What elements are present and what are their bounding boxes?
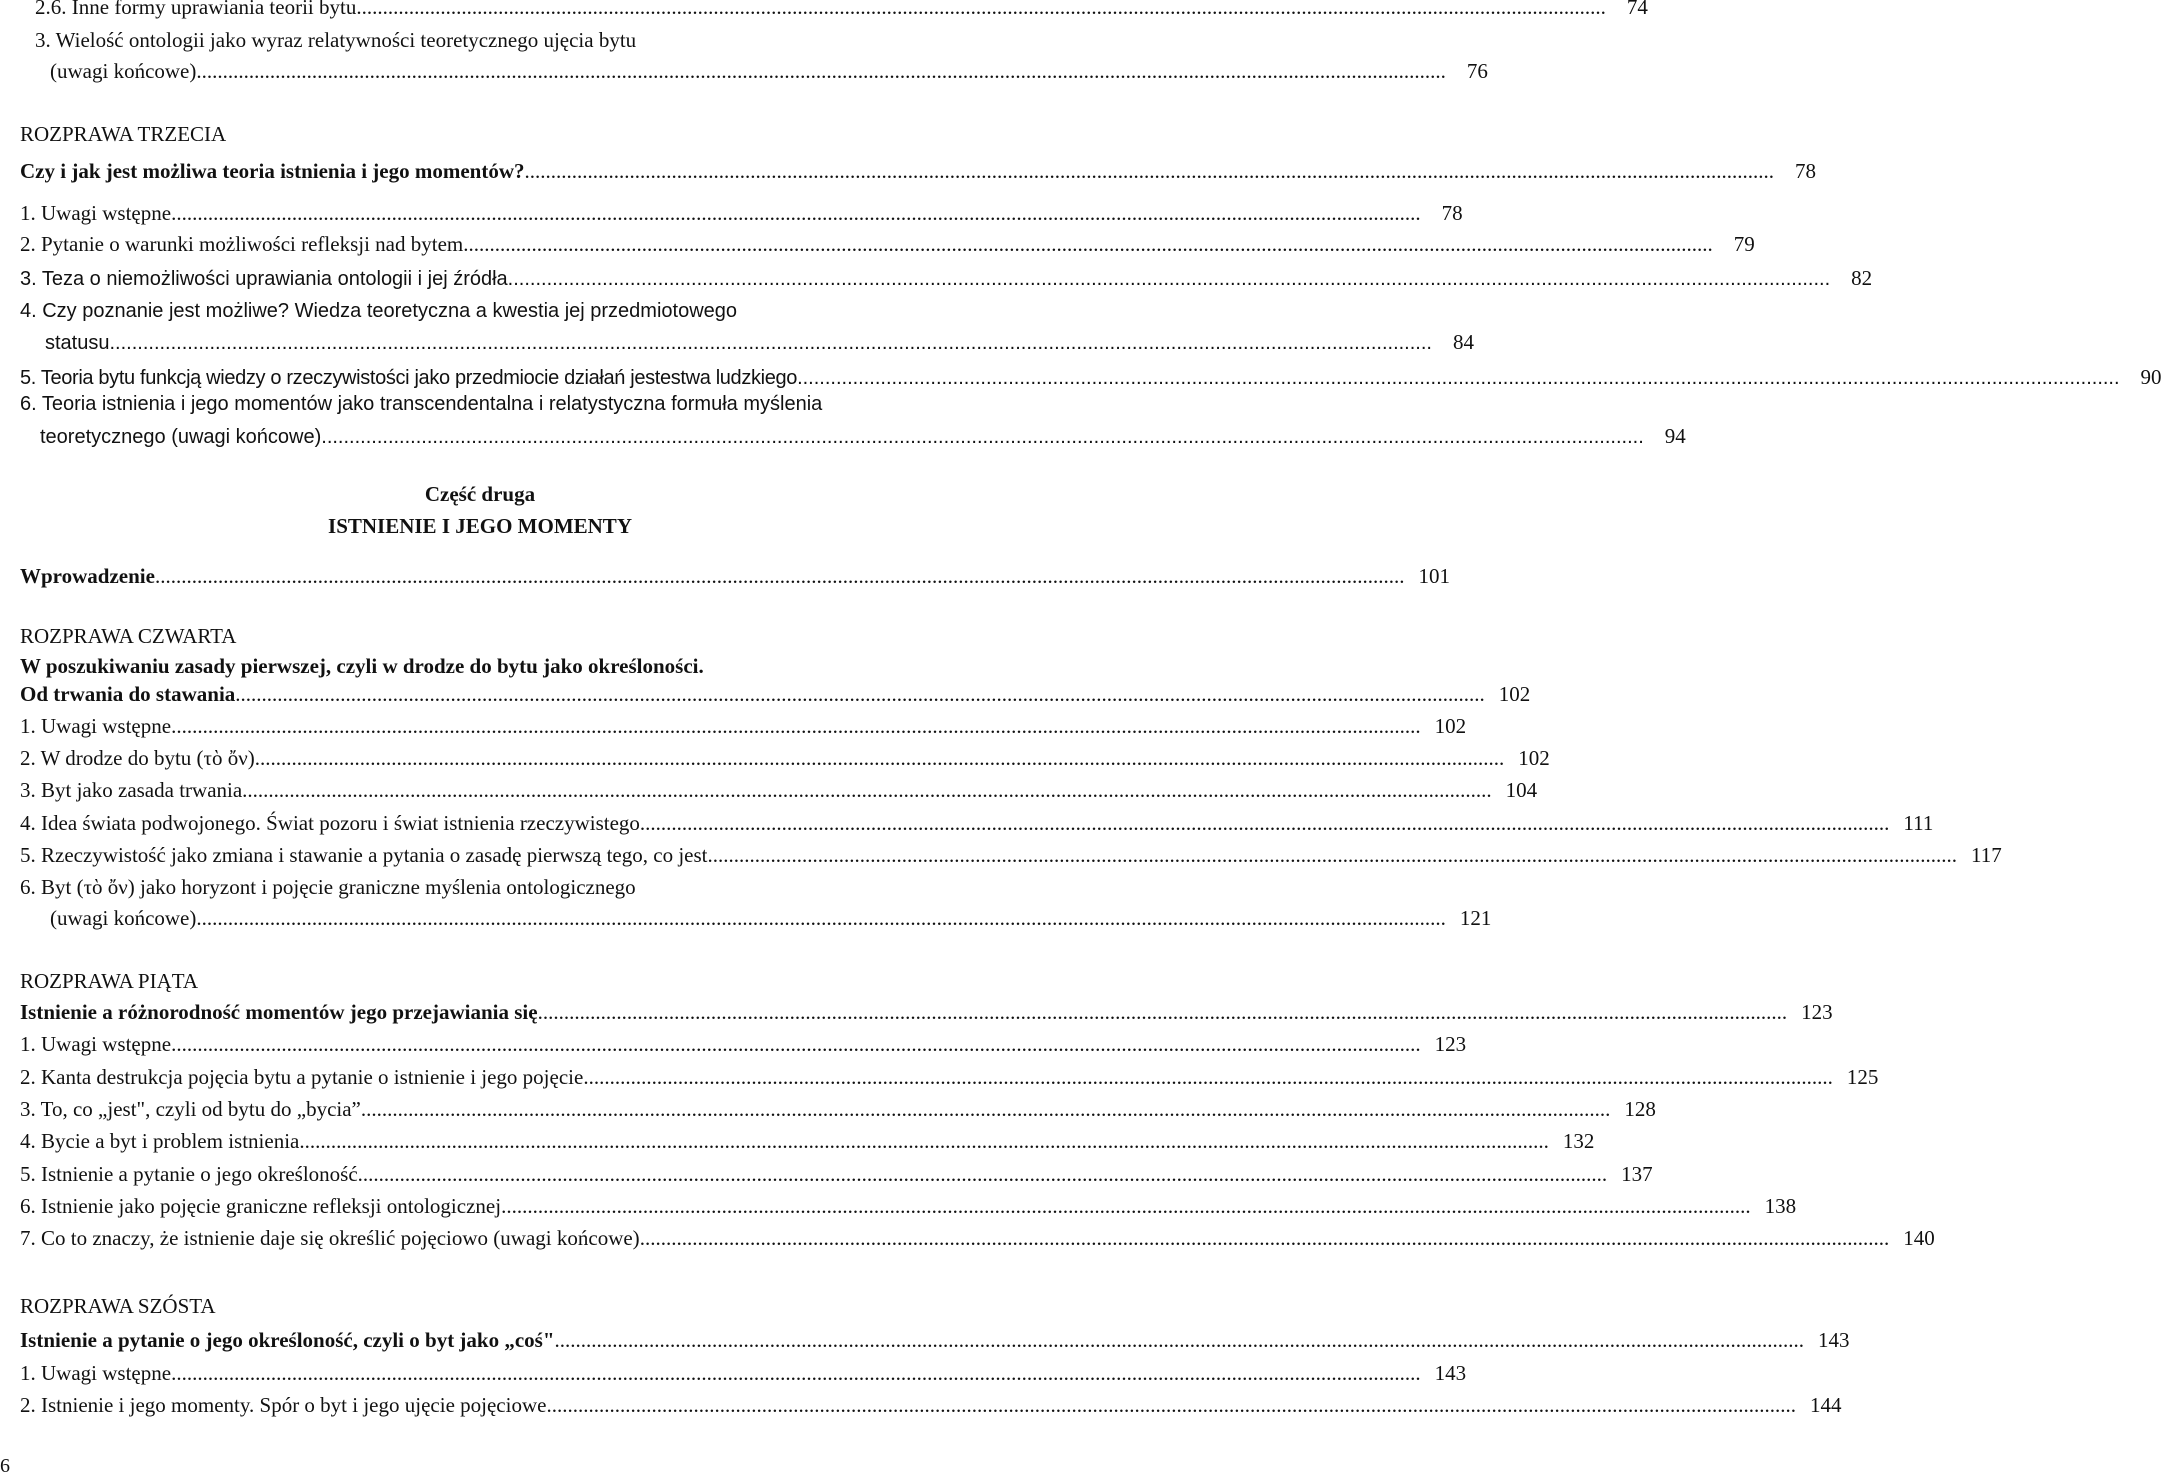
toc-entry-page: 128 bbox=[1624, 1097, 1656, 1121]
toc-entry-number: 2.6. bbox=[35, 0, 67, 19]
toc-entry[interactable] bbox=[20, 742, 1550, 774]
toc-entry-page: 101 bbox=[1418, 564, 1450, 588]
section-title: Istnienie a różnorodność momentów jego przejawiania się bbox=[20, 1000, 538, 1024]
toc-entry[interactable] bbox=[20, 228, 1755, 260]
toc-entry-title: 3. Byt jako zasada trwania bbox=[20, 778, 243, 802]
section-heading: ROZPRAWA CZWARTA bbox=[20, 624, 237, 648]
toc-entry[interactable] bbox=[50, 902, 1492, 934]
toc-entry[interactable] bbox=[40, 420, 1686, 452]
section-title: Istnienie a pytanie o jego określoność, czyli o byt jako „coś" bbox=[20, 1328, 555, 1352]
toc-entry-title: 2. Pytanie o warunki możliwości refleksji nad bytem bbox=[20, 232, 464, 256]
toc-entry-title: 6. Byt (τὸ ὄν) jako horyzont i pojęcie graniczne myślenia ontologicznego bbox=[20, 875, 636, 899]
toc-entry-page: 102 bbox=[1434, 714, 1467, 738]
toc-entry-page: 143 bbox=[1818, 1328, 1850, 1352]
toc-entry-page: 74 bbox=[1626, 0, 1648, 19]
toc-entry-title: 5. Teoria bytu funkcją wiedzy o rzeczywistości jako przedmiocie działań jestestwa ludzkiego bbox=[20, 367, 798, 389]
toc-entry-title: 6. Istnienie jako pojęcie graniczne refleksji ontologicznej bbox=[20, 1194, 502, 1218]
toc-entry[interactable] bbox=[20, 1222, 1935, 1254]
toc-entry-title: 7. Co to znaczy, że istnienie daje się określić pojęciowo (uwagi końcowe) bbox=[20, 1226, 640, 1250]
toc-entry-title: 1. Uwagi wstępne bbox=[20, 714, 172, 738]
part-label: Część druga bbox=[424, 482, 536, 506]
toc-entry[interactable] bbox=[20, 560, 1450, 592]
toc-entry[interactable] bbox=[20, 710, 1467, 742]
toc-entry[interactable] bbox=[20, 1093, 1656, 1125]
toc-entry-page: 104 bbox=[1505, 778, 1538, 802]
toc-entry-title: 4. Bycie a byt i problem istnienia bbox=[20, 1129, 300, 1153]
toc-entry-page: 82 bbox=[1851, 266, 1873, 290]
toc-entry-title: (uwagi końcowe) bbox=[50, 906, 197, 930]
toc-entry-page: 102 bbox=[1498, 682, 1531, 706]
toc-entry-title: 1. Uwagi wstępne bbox=[20, 1361, 172, 1385]
toc-entry-page: 138 bbox=[1764, 1194, 1797, 1218]
toc-entry[interactable] bbox=[20, 262, 1873, 294]
section-heading: ROZPRAWA SZÓSTA bbox=[20, 1294, 216, 1318]
toc-entry[interactable] bbox=[45, 326, 1474, 358]
toc-entry[interactable] bbox=[20, 295, 932, 327]
toc-entry-page: 111 bbox=[1903, 811, 1934, 835]
section-title: W poszukiwaniu zasady pierwszej, czyli w drodze do bytu jako określoności. bbox=[20, 654, 704, 678]
toc-entry-page: 123 bbox=[1801, 1000, 1833, 1024]
toc-entry[interactable] bbox=[20, 197, 1463, 229]
section-title-entry[interactable] bbox=[20, 1324, 1850, 1356]
toc-entry-title: 1. Uwagi wstępne bbox=[20, 1032, 172, 1056]
toc-entry-title: 1. Uwagi wstępne bbox=[20, 201, 172, 225]
toc-entry-title: statusu bbox=[45, 332, 110, 354]
toc-entry[interactable] bbox=[20, 1190, 1797, 1222]
toc-entry-title: Inne formy uprawiania teorii bytu bbox=[71, 0, 357, 19]
toc-entry-page: 123 bbox=[1434, 1032, 1467, 1056]
section-title: Czy i jak jest możliwa teoria istnienia i jego momentów? bbox=[20, 159, 525, 183]
toc-entry-page: 78 bbox=[1441, 201, 1463, 225]
toc-entry-title: 3. Teza o niemożliwości uprawiania ontologii i jej źródła bbox=[20, 268, 508, 290]
toc-entry[interactable] bbox=[20, 388, 932, 420]
toc-entry[interactable] bbox=[20, 871, 932, 903]
toc-entry[interactable] bbox=[20, 839, 2002, 871]
toc-entry-title: 2. W drodze do bytu (τὸ ὄν) bbox=[20, 746, 255, 770]
toc-entry-page: 84 bbox=[1452, 330, 1474, 354]
toc-entry[interactable] bbox=[20, 774, 1538, 806]
toc-entry-title: 4. Czy poznanie jest możliwe? Wiedza teoretyczna a kwestia jej przedmiotowego bbox=[20, 300, 738, 322]
toc-entry-title: 5. Istnienie a pytanie o jego określoność bbox=[20, 1162, 358, 1186]
toc-entry[interactable] bbox=[20, 1158, 1653, 1190]
toc-entry-page: 144 bbox=[1809, 1393, 1842, 1417]
toc-entry-title: 5. Rzeczywistość jako zmiana i stawanie a pytania o zasadę pierwszą tego, co jest bbox=[20, 843, 708, 867]
section-title-entry[interactable] bbox=[20, 678, 1531, 710]
toc-entry-page: 90 bbox=[2140, 365, 2162, 389]
toc-entry[interactable] bbox=[20, 1389, 1842, 1421]
toc-entry-title: teoretycznego (uwagi końcowe) bbox=[40, 426, 322, 448]
toc-entry-title: Wprowadzenie bbox=[20, 564, 155, 588]
toc-entry-page: 121 bbox=[1459, 906, 1492, 930]
toc-entry[interactable] bbox=[20, 1357, 1467, 1389]
toc-entry-title: 3. To, co „jest", czyli od bytu do „bycia” bbox=[20, 1097, 361, 1121]
toc-entry-page: 78 bbox=[1794, 159, 1816, 183]
section-title-entry[interactable] bbox=[20, 155, 1816, 187]
toc-entry-page: 94 bbox=[1664, 424, 1686, 448]
part-title: ISTNIENIE I JEGO MOMENTY bbox=[328, 514, 632, 538]
toc-entry[interactable] bbox=[20, 1125, 1595, 1157]
toc-entry[interactable] bbox=[20, 1061, 1879, 1093]
toc-entry-page: 125 bbox=[1846, 1065, 1879, 1089]
page-number: 6 bbox=[0, 1455, 10, 1477]
toc-entry-title: 6. Teoria istnienia i jego momentów jako transcendentalna i relatystyczna formuła myślenia bbox=[20, 393, 823, 415]
toc-entry[interactable] bbox=[35, 24, 932, 56]
toc-entry[interactable] bbox=[35, 0, 1648, 23]
toc-entry[interactable] bbox=[20, 807, 1934, 839]
section-heading: ROZPRAWA TRZECIA bbox=[20, 122, 227, 146]
toc-entry-page: 137 bbox=[1621, 1162, 1653, 1186]
toc-entry-page: 76 bbox=[1466, 59, 1488, 83]
toc-entry-page: 79 bbox=[1733, 232, 1755, 256]
toc-entry-number: 3. bbox=[35, 28, 51, 52]
toc-entry[interactable] bbox=[20, 1028, 1467, 1060]
section-heading: ROZPRAWA PIĄTA bbox=[20, 969, 199, 993]
section-title: Od trwania do stawania bbox=[20, 682, 236, 706]
toc-entry-page: 143 bbox=[1434, 1361, 1467, 1385]
toc-entry-title: (uwagi końcowe) bbox=[50, 59, 197, 83]
toc-entry-page: 102 bbox=[1518, 746, 1550, 770]
toc-entry-title: Wielość ontologii jako wyraz relatywności teoretycznego ujęcia bytu bbox=[55, 28, 637, 52]
toc-entry-title: 2. Kanta destrukcja pojęcia bytu a pytanie o istnienie i jego pojęcie bbox=[20, 1065, 584, 1089]
section-title-entry[interactable] bbox=[20, 996, 1833, 1028]
toc-entry-page: 132 bbox=[1562, 1129, 1595, 1153]
toc-entry[interactable] bbox=[50, 55, 1488, 87]
toc-entry-page: 117 bbox=[1970, 843, 2002, 867]
toc-entry-page: 140 bbox=[1903, 1226, 1935, 1250]
toc-entry-title: 2. Istnienie i jego momenty. Spór o byt i jego ujęcie pojęciowe bbox=[20, 1393, 547, 1417]
toc-entry-title: 4. Idea świata podwojonego. Świat pozoru i świat istnienia rzeczywistego bbox=[20, 811, 640, 835]
